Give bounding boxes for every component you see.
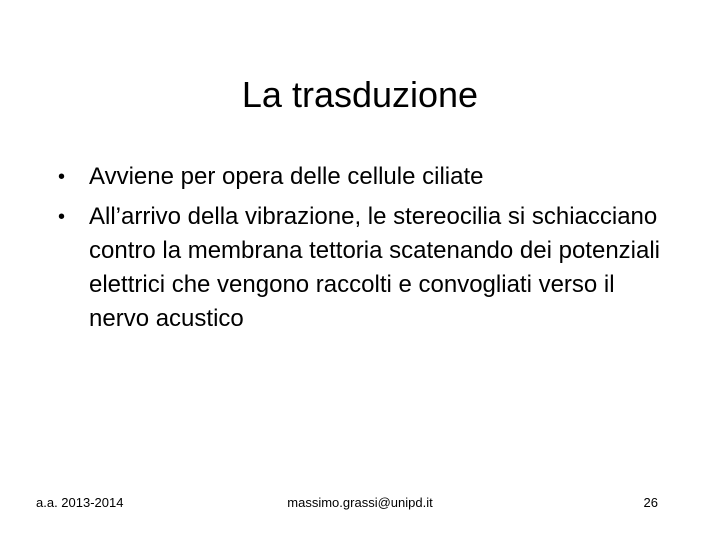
bullet-item-cells	[58, 160, 678, 194]
bullet-item-vibration	[58, 200, 678, 336]
bullet-text: Avviene per opera delle cellule ciliate	[89, 163, 484, 190]
footer-academic-year: a.a. 2013-2014	[36, 495, 124, 510]
footer-page-number: 26	[643, 495, 658, 510]
slide-title: La trasduzione	[241, 74, 479, 115]
bullet-icon: •	[58, 166, 66, 188]
footer-email: massimo.grassi@unipd.it	[287, 495, 433, 510]
bullet-list	[58, 160, 678, 342]
bullet-text: All’arrivo della vibrazione, le stereocilia si schiacciano contro la membrana tettoria scatenando dei potenziali elettrici che vengono raccolti e convogliati verso il nervo acustico	[89, 203, 661, 332]
bullet-icon: •	[58, 206, 66, 228]
